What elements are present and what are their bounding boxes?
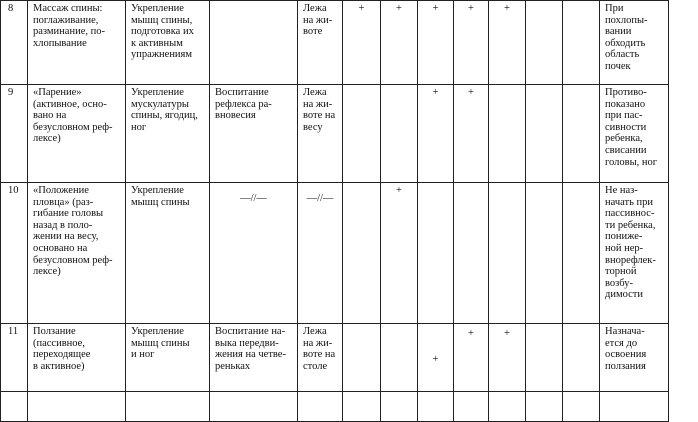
- age-mark-cell: [343, 85, 381, 183]
- age-mark-cell: [489, 85, 526, 183]
- empty-cell: [418, 392, 454, 422]
- exercise-purpose: Укрепление мышц спины, подготовка их к активным упражнениям: [126, 1, 210, 85]
- age-mark-cell: [343, 1, 381, 85]
- plus-mark: +: [358, 3, 365, 14]
- age-mark-cell: [454, 183, 489, 324]
- age-mark-cell: [454, 324, 489, 392]
- table-row: [1, 1, 669, 85]
- exercise-education: Воспитание рефлекса ра- вновесия: [210, 85, 298, 183]
- table-row: [1, 183, 669, 324]
- plus-mark: +: [468, 328, 474, 339]
- exercise-education: [210, 1, 298, 85]
- empty-cell: [298, 392, 343, 422]
- table-row: [1, 392, 669, 422]
- age-mark-cell: [526, 324, 563, 392]
- exercise-notes: Не наз- начать при пассивнос- ти ребенка, пониже- ной нер- внорефлек- торной возбу- димости: [600, 183, 669, 324]
- starting-position: Лежа на жи- воте на столе: [298, 324, 343, 392]
- age-mark-cell: [563, 85, 600, 183]
- plus-mark: +: [432, 3, 439, 14]
- table-row: [1, 324, 669, 392]
- plus-mark: +: [396, 185, 402, 196]
- exercise-purpose: Укрепление мышц спины и ног: [126, 324, 210, 392]
- row-number: 10: [1, 183, 28, 324]
- age-mark-cell: [381, 183, 418, 324]
- exercise-purpose: Укрепление мышц спины: [126, 183, 210, 324]
- empty-cell: [1, 392, 28, 422]
- exercise-name: Ползание (пассивное, переходящее в активное): [28, 324, 126, 392]
- empty-cell: [381, 392, 418, 422]
- age-mark-cell: [381, 1, 418, 85]
- age-mark-cell: [526, 85, 563, 183]
- empty-cell: [454, 392, 489, 422]
- empty-cell: [489, 392, 526, 422]
- empty-cell: [126, 392, 210, 422]
- empty-cell: [28, 392, 126, 422]
- age-mark-cell: [418, 85, 454, 183]
- empty-cell: [343, 392, 381, 422]
- age-mark-cell: [418, 1, 454, 85]
- age-mark-cell: [343, 324, 381, 392]
- table-row: [1, 85, 669, 183]
- plus-mark: +: [504, 3, 510, 14]
- age-mark-cell: [489, 324, 526, 392]
- age-mark-cell: [381, 85, 418, 183]
- age-mark-cell: [526, 1, 563, 85]
- age-mark-cell: [563, 183, 600, 324]
- age-mark-cell: [343, 183, 381, 324]
- exercise-notes: Противо- показано при пас- сивности ребенка, свисании головы, ног: [600, 85, 669, 183]
- exercise-education: Воспитание на- выка передви- жения на четве- реньках: [210, 324, 298, 392]
- exercise-purpose: Укрепление мускулатуры спины, ягодиц, ног: [126, 85, 210, 183]
- plus-mark: +: [432, 87, 439, 98]
- plus-mark: +: [432, 354, 439, 365]
- age-mark-cell: [381, 324, 418, 392]
- age-mark-cell: [526, 183, 563, 324]
- exercise-name: «Положение пловца» (раз- гибание головы назад в поло- жении на весу, основано на безусловном реф- лексе): [28, 183, 126, 324]
- same-as-above-mark: —//—: [306, 193, 334, 204]
- starting-position: [298, 183, 343, 324]
- plus-mark: +: [504, 328, 510, 339]
- exercise-notes: Назнача- ется до освоения ползания: [600, 324, 669, 392]
- empty-cell: [563, 392, 600, 422]
- same-as-above-mark: —//—: [240, 193, 267, 204]
- age-mark-cell: [563, 1, 600, 85]
- exercise-education: [210, 183, 298, 324]
- age-mark-cell: [454, 85, 489, 183]
- age-mark-cell: [418, 324, 454, 392]
- age-mark-cell: [563, 324, 600, 392]
- plus-mark: +: [396, 3, 402, 14]
- row-number: 8: [1, 1, 28, 85]
- plus-mark: +: [468, 3, 474, 14]
- row-number: 9: [1, 85, 28, 183]
- empty-cell: [210, 392, 298, 422]
- row-number: 11: [1, 324, 28, 392]
- exercise-notes: При похлопы- вании обходить область почек: [600, 1, 669, 85]
- age-mark-cell: [489, 1, 526, 85]
- starting-position: Лежа на жи- воте на весу: [298, 85, 343, 183]
- starting-position: Лежа на жи- воте: [298, 1, 343, 85]
- exercise-name: Массаж спины: поглаживание, разминание, по- хлопывание: [28, 1, 126, 85]
- age-mark-cell: [489, 183, 526, 324]
- age-mark-cell: [454, 1, 489, 85]
- exercise-name: «Парение» (активное, осно- вано на безусловном реф- лексе): [28, 85, 126, 183]
- age-mark-cell: [418, 183, 454, 324]
- empty-cell: [600, 392, 669, 422]
- plus-mark: +: [468, 87, 474, 98]
- empty-cell: [526, 392, 563, 422]
